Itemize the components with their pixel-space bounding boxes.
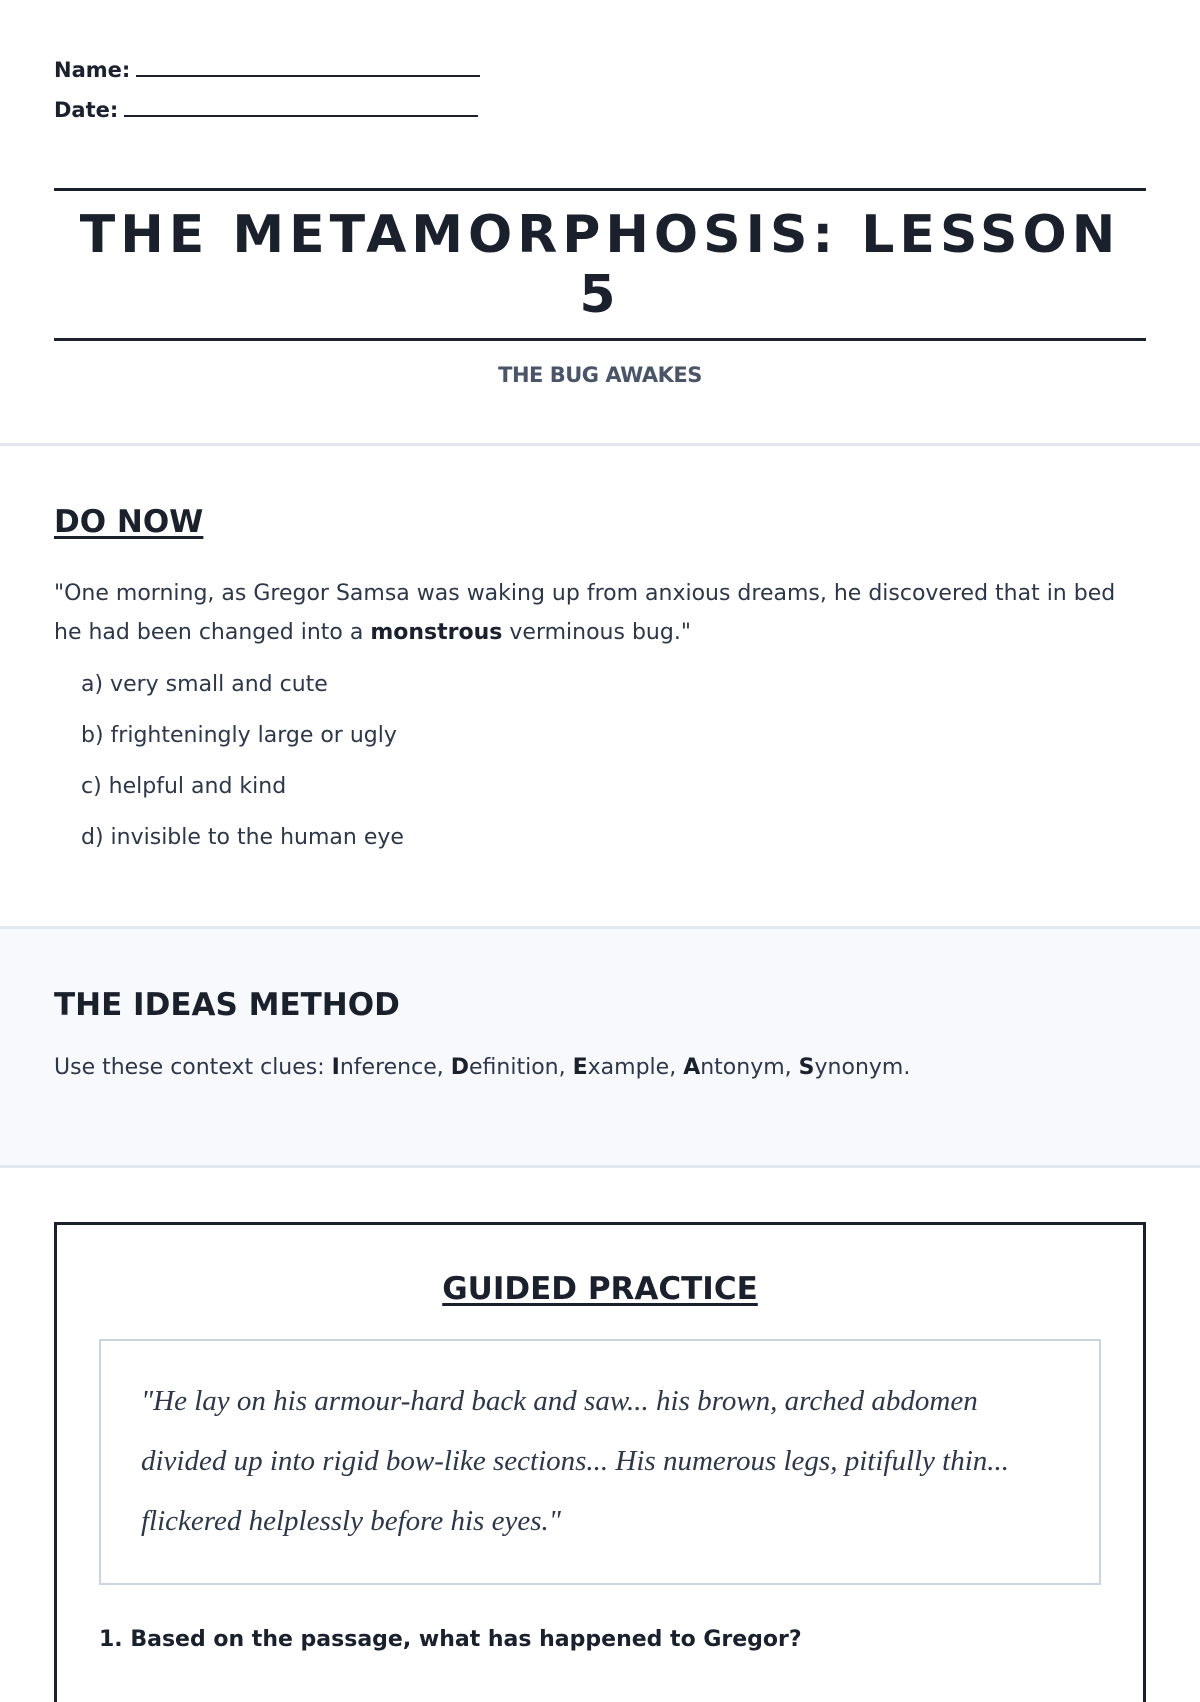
choice-a[interactable]: a) very small and cute [81,672,328,697]
title-block [54,188,1146,341]
page-subtitle: THE BUG AWAKES [498,363,702,387]
clue-separator: , [436,1055,451,1080]
clue-rest-antonym: ntonym [700,1055,785,1080]
clue-initial-a: A [683,1055,701,1080]
clue-separator: , [784,1055,799,1080]
ideas-section [0,926,1200,1168]
passage-text: "He lay on his armour-hard back and saw... his brown, arched abdomen divided up into rigid bow-like sections... His numerous legs, pitifully thin... flickered helplessly before his eyes." [141,1385,1010,1537]
ideas-ending: . [903,1055,911,1080]
ideas-text [54,1053,1146,1083]
clue-initial-i: I [331,1055,340,1080]
guided-practice-box [54,1222,1146,1702]
do-now-quote [54,574,1146,652]
do-now-section [0,446,1200,926]
clue-initial-s: S [798,1055,815,1080]
do-now-heading: DO NOW [54,504,204,540]
passage-box [99,1339,1101,1585]
ideas-intro: Use these context clues: [54,1055,332,1080]
clue-initial-e: E [572,1055,588,1080]
quote-before: "One morning, as Gregor Samsa was waking up from anxious dreams, he discovered that in bed he had been changed into a [54,581,1116,645]
clue-rest-synonym: ynonym [814,1055,904,1080]
choice-d[interactable]: d) invisible to the human eye [81,825,404,850]
choice-c[interactable]: c) helpful and kind [81,774,287,799]
clue-separator: , [669,1055,684,1080]
guided-practice-heading: GUIDED PRACTICE [442,1271,758,1307]
clue-rest-example: xample [587,1055,670,1080]
student-info [54,0,1146,136]
clue-separator: , [558,1055,573,1080]
question-1: 1. Based on the passage, what has happened to Gregor? [99,1627,802,1652]
clue-rest-definition: efinition [469,1055,559,1080]
clue-initial-d: D [450,1055,470,1080]
name-field [54,56,1146,96]
page-title: THE METAMORPHOSIS: LESSON 5 [79,205,1121,325]
clue-rest-inference: nference [339,1055,437,1080]
date-field [54,96,1146,136]
date-blank[interactable] [124,97,478,117]
name-label: Name: [54,58,131,82]
ideas-heading: THE IDEAS METHOD [54,987,400,1023]
choice-b[interactable]: b) frighteningly large or ugly [81,723,397,748]
date-label: Date: [54,98,119,122]
quote-after: verminous bug." [502,620,691,645]
vocab-word: monstrous [370,620,503,645]
answer-choices [54,670,1146,874]
name-blank[interactable] [136,57,480,77]
